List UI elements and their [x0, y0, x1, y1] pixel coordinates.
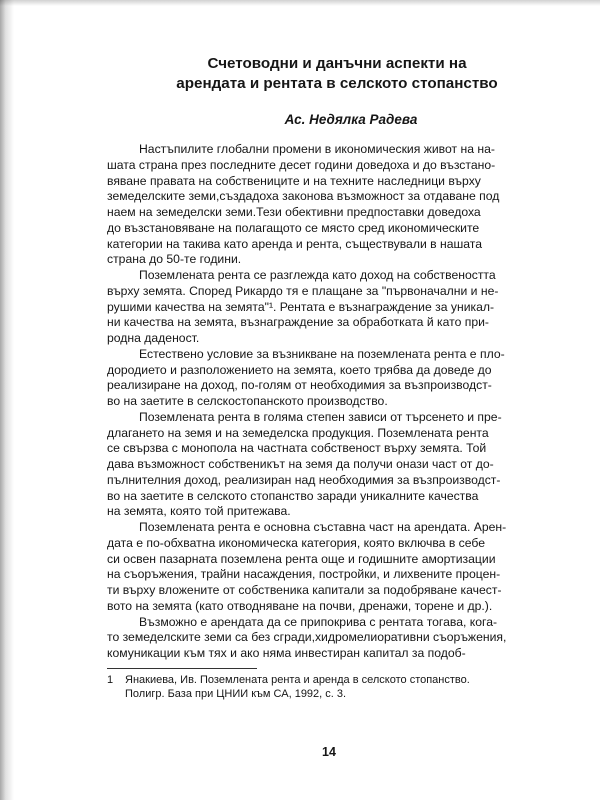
paragraph [107, 520, 567, 615]
text-line: Възможно е арендата да се припокрива с рентата тогава, кога- [139, 614, 498, 629]
text-line: во на заетите в селскостопанското производство. [107, 394, 388, 408]
paragraph [107, 142, 567, 268]
text-line: Поземлената рента в голяма степен зависи от търсенето и пре- [139, 409, 502, 424]
text-line: Поземлената рента се разглежда като доход на собствеността [139, 268, 496, 282]
text-line: пълнителния доход, реализиран над необходимия за възпроизводст- [107, 472, 501, 487]
scan-top-shadow [0, 0, 600, 6]
text-line: земеделските земи,създадоха законова възможност за отдаване под [107, 189, 500, 204]
paragraph [107, 347, 567, 410]
text-line: то земеделските земи са без сгради,хидромелиоративни съоръжения, [107, 630, 507, 645]
text-line: Настъпилите глобални промени в икономическия живот на на- [139, 142, 495, 156]
paragraph [107, 410, 567, 520]
text-line: категории на такива като аренда и рента, съществували в нашата [107, 236, 483, 251]
footnote-text [125, 673, 470, 701]
scan-edge-shadow [0, 0, 14, 800]
author-name: Ас. Недялка Радева [284, 112, 418, 127]
text-line: реализиране на доход, по-голям от необходимия за възпроизводст- [107, 378, 492, 393]
document-title [107, 54, 567, 94]
footnote-line: Янакиева, Ив. Поземлената рента и аренда в селското стопанство. [125, 673, 470, 686]
text-line: страна до 50-те години. [107, 252, 242, 267]
footnote-line: Полигр. База при ЦНИИ към СА, 1992, с. 3. [125, 687, 347, 700]
body-text [107, 142, 567, 662]
text-line: дородието и разположението на земята, което трябва да доведе до [107, 362, 492, 377]
text-line: во на заетите в селското стопанство заради уникалните качества [107, 488, 479, 503]
paragraph [107, 615, 567, 662]
title-line: арендата и рентата в селското стопанство [176, 75, 498, 92]
text-line: се свързва с монопола на частната собственост върху земята. Той [107, 441, 487, 456]
text-line: Естествено условие за възникване на поземлената рента е пло- [139, 346, 505, 361]
text-line: ти върху вложените от собственика капитали за подобряване качест- [107, 583, 502, 597]
paragraph [107, 268, 567, 347]
text-line: дава възможност собственикът на земя да получи онази част от до- [107, 457, 494, 471]
text-line: на земята, която той притежава. [107, 504, 291, 519]
text-line: родна даденост. [107, 331, 200, 345]
document-page [107, 54, 567, 701]
text-line: наем на земеделски земи.Тези обективни предпоставки доведоха [107, 205, 481, 219]
footnote [107, 673, 567, 701]
page-number: 14 [322, 745, 336, 759]
text-line: си освен пазарната поземлена рента още и годишните амортизации [107, 551, 496, 566]
footnote-marker: 1 [107, 673, 114, 686]
text-line: рушими качества на земята"¹. Рентата е възнаграждение за уникал- [107, 299, 495, 314]
text-line: до възстановяване на полагащото се място сред икономическите [107, 220, 480, 235]
text-line: Поземлената рента е основна съставна част на арендата. Арен- [139, 520, 507, 534]
title-line: Счетоводни и данъчни аспекти на [207, 55, 467, 72]
footnote-separator [107, 668, 257, 669]
text-line: ни качества на земята, възнаграждение за обработката й като при- [107, 315, 489, 330]
text-line: дата е по-обхватна икономическа категория, която включва в себе [107, 535, 486, 550]
text-line: комуникации към тях и ако няма инвестиран капитал за подоб- [107, 646, 466, 660]
text-line: вото на земята (като отводняване на почви, дренажи, торене и др.). [107, 598, 493, 613]
text-line: длагането на земя и на земеделска продукция. Поземлената рента [107, 425, 489, 440]
text-line: шата страна през последните десет години доведоха и до възстано- [107, 157, 496, 172]
text-line: вяване правата на собствениците и на техните наследници върху [107, 173, 481, 188]
text-line: върху земята. Според Рикардо тя е плащане за "първоначални и не- [107, 283, 499, 298]
text-line: на съоръжения, трайни насаждения, постройки, и лихвените процен- [107, 567, 501, 582]
